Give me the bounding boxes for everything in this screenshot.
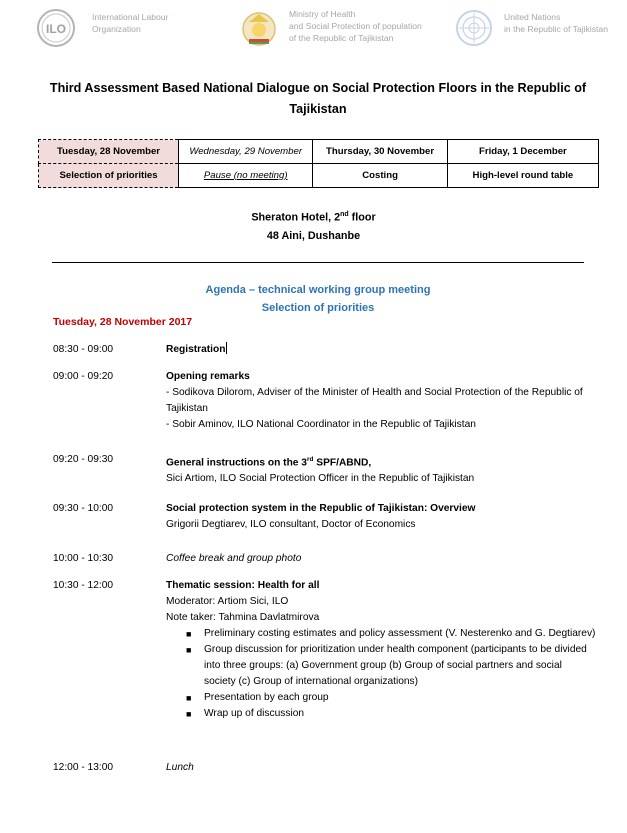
bullet-item bbox=[166, 642, 596, 690]
day-1-cell: Tuesday, 28 November bbox=[39, 140, 179, 164]
item-line: Note taker: Tahmina Davlatmirova bbox=[166, 612, 320, 623]
item-line: - Sobir Aminov, ILO National Coordinator in the Republic of Tajikistan bbox=[166, 419, 476, 430]
ministry-name-line3: of the Republic of Tajikistan bbox=[289, 33, 394, 43]
ministry-name-line1: Ministry of Health bbox=[289, 9, 356, 19]
item-title: Coffee break and group photo bbox=[166, 553, 302, 564]
agenda-date: Tuesday, 28 November 2017 bbox=[53, 316, 193, 328]
venue-address: 48 Aini, Dushanbe bbox=[266, 229, 361, 242]
venue-floor-sup: nd bbox=[340, 211, 349, 218]
item-title-part-a: General instructions on the 3 bbox=[166, 457, 307, 469]
item-title: Registration bbox=[166, 344, 226, 355]
day-3-cell: Thursday, 30 November bbox=[313, 140, 447, 164]
bullet-icon: ■ bbox=[186, 629, 192, 639]
bullet-item bbox=[166, 690, 596, 706]
agenda-subtitle: Selection of priorities bbox=[261, 302, 375, 314]
venue-floor-text: floor bbox=[348, 211, 376, 224]
ilo-name-line1: International Labour bbox=[92, 12, 169, 22]
venue-hotel bbox=[0, 206, 627, 227]
item-content bbox=[166, 342, 596, 358]
ministry-header bbox=[239, 8, 422, 52]
agenda-title: Agenda – technical working group meeting bbox=[205, 284, 431, 296]
agenda-heading bbox=[0, 281, 627, 317]
item-content bbox=[166, 369, 596, 433]
text-cursor bbox=[226, 342, 227, 354]
item-title-part-b: SPF/ABND, bbox=[313, 457, 372, 469]
bullet-icon: ■ bbox=[186, 693, 192, 703]
bullet-item bbox=[166, 626, 596, 642]
venue bbox=[0, 206, 627, 245]
item-time: 08:30 - 09:00 bbox=[53, 344, 114, 355]
topic-4-cell: High-level round table bbox=[447, 164, 598, 188]
bullet-text: Wrap up of discussion bbox=[204, 708, 305, 719]
item-time: 09:30 - 10:00 bbox=[53, 503, 114, 514]
item-line: Sici Artiom, ILO Social Protection Officer in the Republic of Tajikistan bbox=[166, 473, 475, 485]
item-line: Moderator: Artiom Sici, ILO bbox=[166, 596, 289, 607]
item-time: 09:20 - 09:30 bbox=[53, 454, 114, 465]
item-time: 12:00 - 13:00 bbox=[53, 762, 114, 773]
item-title: Social protection system in the Republic of Tajikistan: Overview bbox=[166, 503, 476, 514]
item-content bbox=[166, 760, 596, 776]
un-emblem-icon bbox=[454, 8, 494, 48]
day-2-cell: Wednesday, 29 November bbox=[179, 140, 313, 164]
bullet-text: Presentation by each group bbox=[204, 692, 329, 703]
topic-2-cell: Pause (no meeting) bbox=[179, 164, 313, 188]
item-line: - Sodikova Dilorom, Adviser of the Minister of Health and Social Protection of the Republic of Tajikistan bbox=[166, 387, 583, 414]
bullet-text: Group discussion for prioritization under health component (participants to be divided into three groups: (a) Government group (b) Group of social partners and social society (c) Group of international organizations) bbox=[204, 644, 587, 687]
ilo-header bbox=[36, 8, 168, 52]
un-name-line2: in the Republic of Tajikistan bbox=[504, 24, 608, 34]
ilo-logo-icon bbox=[36, 8, 76, 48]
item-content bbox=[166, 501, 596, 533]
bullet-text: Preliminary costing estimates and policy assessment (V. Nesterenko and G. Degtiarev) bbox=[204, 628, 596, 639]
item-title: Lunch bbox=[166, 762, 194, 773]
schedule-table bbox=[38, 139, 599, 188]
un-name-line1: United Nations bbox=[504, 12, 561, 22]
bullet-item bbox=[166, 706, 596, 722]
item-title: Opening remarks bbox=[166, 371, 250, 382]
ilo-name-line2: Organization bbox=[92, 24, 141, 34]
divider bbox=[52, 262, 584, 263]
venue-hotel-text: Sheraton Hotel, 2 bbox=[251, 211, 341, 224]
day-4-cell: Friday, 1 December bbox=[447, 140, 598, 164]
ministry-name-line2: and Social Protection of population bbox=[289, 21, 422, 31]
item-content bbox=[166, 452, 596, 487]
item-line: Grigorii Degtiarev, ILO consultant, Doctor of Economics bbox=[166, 519, 416, 530]
item-content bbox=[166, 551, 596, 567]
ministry-name bbox=[289, 8, 422, 44]
topic-1-cell: Selection of priorities bbox=[39, 164, 179, 188]
item-content bbox=[166, 578, 596, 722]
item-time: 10:00 - 10:30 bbox=[53, 553, 114, 564]
un-name bbox=[504, 11, 608, 35]
un-header bbox=[454, 8, 608, 52]
item-time: 09:00 - 09:20 bbox=[53, 371, 114, 382]
document-title: Third Assessment Based National Dialogue on Social Protection Floors in the Republic of Tajikistan bbox=[49, 81, 587, 116]
item-title bbox=[166, 452, 596, 471]
item-bullets bbox=[166, 626, 596, 722]
topic-3-cell: Costing bbox=[313, 164, 447, 188]
item-time: 10:30 - 12:00 bbox=[53, 580, 114, 591]
ilo-name bbox=[92, 11, 168, 35]
tajikistan-emblem-icon bbox=[239, 8, 279, 48]
item-title-sup: rd bbox=[306, 456, 314, 463]
bullet-icon: ■ bbox=[186, 709, 192, 719]
item-title: Thematic session: Health for all bbox=[166, 580, 320, 591]
schedule-topics-row bbox=[39, 164, 599, 188]
svg-text:ILO: ILO bbox=[46, 22, 66, 36]
bullet-icon: ■ bbox=[186, 645, 192, 655]
schedule-days-row bbox=[39, 140, 599, 164]
letterhead bbox=[36, 8, 616, 52]
